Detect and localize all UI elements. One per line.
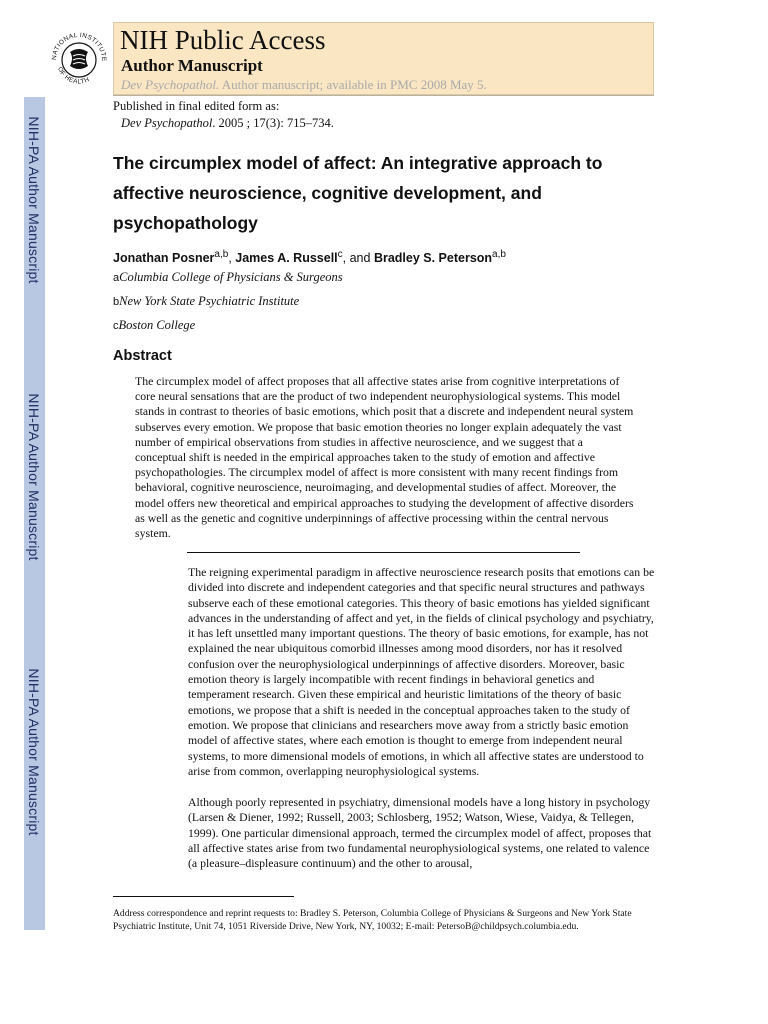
affiliation-mark: b: [113, 296, 120, 308]
author-separator: , and: [342, 251, 374, 266]
affiliation-name: Boston College: [118, 318, 196, 332]
article-title: The circumplex model of affect: An integrative approach to affective neuroscience, cognitive development, and psychopathology: [113, 153, 603, 233]
published-journal: Dev Psychopathol: [121, 116, 213, 130]
footnote: Address correspondence and reprint requests to: Bradley S. Peterson, Columbia College of Physicians & Surgeons and New York State Psychiatric Institute, Unit 74, 1051 Riverside Drive, New York, NY, 10032; E-mail: PetersoB@childpsych.columbia.edu.: [113, 908, 632, 932]
affiliation: [113, 270, 343, 285]
affiliation-name: Columbia College of Physicians & Surgeons: [119, 270, 343, 284]
sidebar-label-text: NIH-PA Author Manuscript: [26, 116, 42, 284]
abstract-text: The circumplex model of affect proposes that all affective states arise from cognitive interpretations of core neural sensations that are the product of two independent neurophysiological systems. This model stands in contrast to theories of basic emotions, which posit that a discrete and independent neural system subserves every emotion. We propose that basic emotion theories no longer explain adequately the vast number of empirical observations from studies in affective neuroscience, and we suggest that a conceptual shift is needed in the empirical approaches taken to the study of emotion and affective psychopathologies. The circumplex model of affect is more consistent with many recent findings from behavioral, cognitive neuroscience, neuroimaging, and developmental studies of affect. Moreover, the model offers new theoretical and empirical approaches to studying the development of affective disorders as well as the genetic and cognitive underpinnings of affective processing within the central nervous system.: [135, 374, 634, 541]
seal-top-text: NATIONAL INSTITUTE: [50, 31, 108, 62]
published-label: Published in final edited form as:: [113, 99, 280, 113]
affiliation-mark: c: [113, 320, 119, 332]
banner-divider: [113, 95, 654, 96]
abstract-heading: Abstract: [113, 348, 172, 364]
affiliation-mark: a: [113, 272, 120, 284]
nih-banner: [113, 22, 654, 95]
sidebar-label-text: NIH-PA Author Manuscript: [26, 668, 42, 836]
author-affiliation-mark: a,b: [492, 249, 506, 260]
published-citation: [113, 115, 334, 132]
affiliation: [113, 294, 299, 309]
banner-title: NIH Public Access: [120, 25, 326, 55]
abstract-divider: [187, 552, 580, 553]
author-name: Jonathan Posner: [113, 251, 215, 266]
sidebar-label-text: NIH-PA Author Manuscript: [26, 393, 42, 561]
author-name: Bradley S. Peterson: [373, 251, 493, 266]
affiliation: [113, 318, 195, 333]
banner-status: Author manuscript; available in PMC 2008 May 5.: [221, 77, 487, 92]
published-details: . 2005 ; 17(3): 715–734.: [212, 116, 334, 130]
published-note: [113, 98, 334, 132]
banner-citation: [121, 77, 487, 93]
author-name: James A. Russell: [235, 251, 338, 266]
seal-bottom-text: OF HEALTH: [56, 65, 91, 86]
banner-journal[interactable]: Dev Psychopathol.: [121, 77, 220, 92]
body-paragraph: Although poorly represented in psychiatry, dimensional models have a long history in psychology (Larsen & Diener, 1992; Russell, 2003; Schlosberg, 1952; Watson, Wiese, Vaidya, & Tellegen, 1999). One particular dimensional approach, termed the circumplex model of affect, proposes that all affective states arise from two fundamental neurophysiological systems, one related to valence (a pleasure–displeasure continuum) and the other to arousal,: [188, 795, 652, 871]
author-separator: ,: [228, 251, 236, 266]
body-paragraph: The reigning experimental paradigm in affective neuroscience research posits that emotions can be divided into discrete and independent categories and that specific neural structures and pathways subserve each of these emotional categories. This theory of basic emotions has yielded significant advances in the understanding of affect and yet, in the fields of clinical psychology and psychiatry, it has left unsettled many important questions. The theory of basic emotions, for example, has not explained the near ubiquitous comorbid illnesses among mood disorders, nor has it resolved confusion over the neurophysiological underpinnings of affective disorders. Moreover, basic emotion theory is largely incompatible with recent findings in behavioral genetics and temperament research. Given these empirical and heuristic limitations of the theory of basic emotions, we propose that a shift is needed in the conceptual approaches taken to the study of emotion. We propose that clinicians and researchers move away from a strictly basic emotion model of affective states, where each emotion is thought to emerge from independent neural systems, to more dimensional models of emotions, in which all affective states are understood to arise from common, overlapping neurophysiological systems.: [188, 565, 655, 778]
author-affiliation-mark: c: [337, 249, 343, 260]
author-affiliation-mark: a,b: [214, 249, 229, 260]
author-list: [113, 249, 506, 265]
footnote-divider: [113, 896, 294, 897]
banner-subtitle: Author Manuscript: [121, 56, 263, 75]
nih-seal-icon: [44, 22, 114, 98]
affiliation-name: New York State Psychiatric Institute: [119, 294, 300, 308]
